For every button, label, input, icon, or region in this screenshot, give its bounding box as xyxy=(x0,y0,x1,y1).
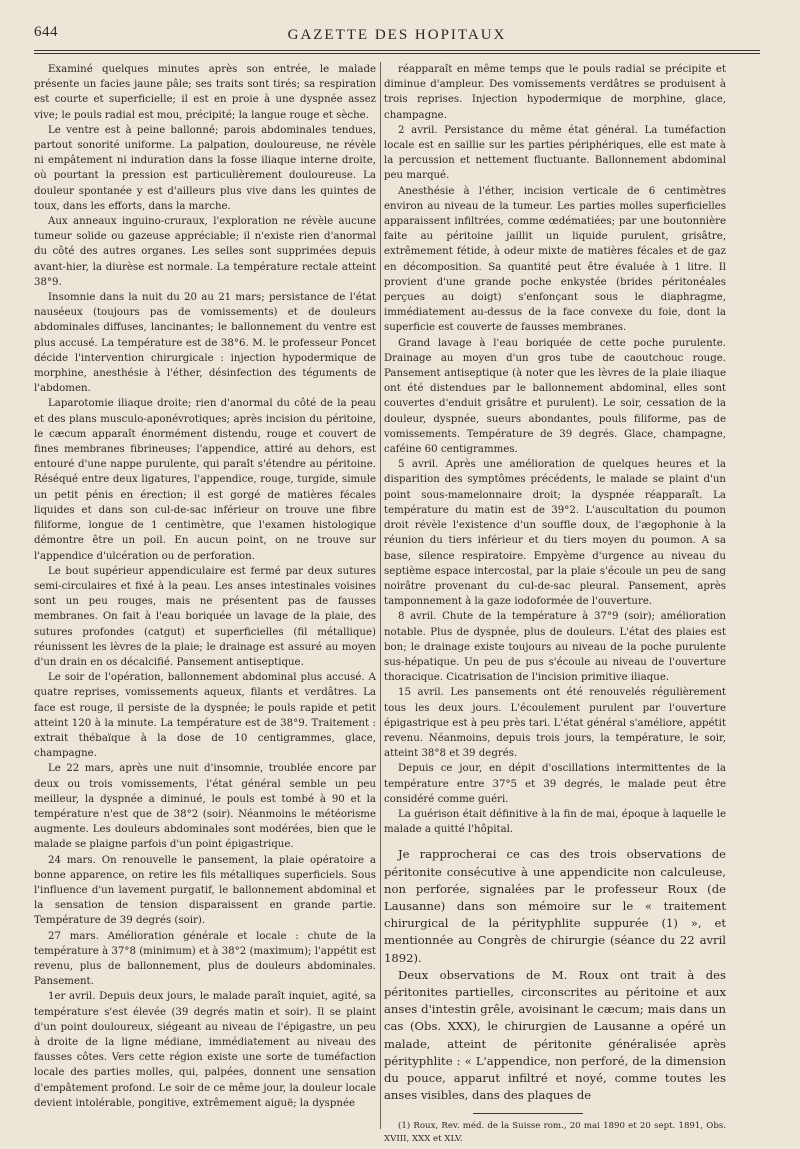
paragraph: Laparotomie iliaque droite; rien d'anormal du côté de la peau et des plans musculo-aponévrotiques; après incision du péritoine, le cæcum apparaît énormément distendu, rouge et couvert de fines membranes fibrineuses; l'appendice, attiré au dehors, est entouré d'une nappe purulente, qui paraît s'étendre au péritoine. Réséqué entre deux ligatures, l'appendice, rouge, turgide, simule un petit pénis en érection; il est gorgé de matières fécales liquides et dans son cul-de-sac inférieur on trouve une fibre filiforme, longue de 1 centimètre, que l'examen histologique démontre être un poil. En aucun point, on ne trouve sur l'appendice d'ulcération ou de perforation. xyxy=(34,398,376,562)
paragraph: 15 avril. Les pansements ont été renouvelés régulièrement tous les deux jours. L'écoulement purulent par l'ouverture épigastrique est à peu près tari. L'état général s'améliore, appétit revenu. Néanmoins, depuis trois jours, la température, le soir, atteint 38°8 et 39 degrés. xyxy=(384,687,726,760)
paragraph: Depuis ce jour, en dépit d'oscillations intermittentes de la température entre 37°5 et 39 degrés, le malade peut être considéré comme guéri. xyxy=(384,763,726,805)
paragraph: Insomnie dans la nuit du 20 au 21 mars; persistance de l'état nauséeux (toujours pas de vomissements) et de douleurs abdominales diffuses, lancinantes; le ballonnement du ventre est plus accusé. La température est de 38°6. M. le professeur Poncet décide l'intervention chirurgicale : injection hypodermique de morphine, anesthésie à l'éther, désinfection des téguments de l'abdomen. xyxy=(34,292,376,395)
paragraph: La guérison était définitive à la fin de mai, époque à laquelle le malade a quitté l'hôpital. xyxy=(384,808,726,836)
paragraph: Anesthésie à l'éther, incision verticale de 6 centimètres environ au niveau de la tumeur. Les parties molles superficielles apparaissent infiltrées, comme œdématiées; par une boutonnière faite au péritoine jaillit un liquide purulent, grisâtre, extrêmement fétide, à odeur mixte de matières fécales et de gaz en décomposition. Sa quantité peut être évaluée à 1 litre. Il provient d'une grande poche enkystée (brides péritonéales perçues au doigt) s'enfonçant sous le diaphragme, immédiatement au-dessus de la face convexe du foie, dont la superficie est couverte de fausses membranes. xyxy=(384,185,726,334)
paragraph: Le 22 mars, après une nuit d'insomnie, troublée encore par deux ou trois vomissements, l'état général semble un peu meilleur, la dyspnée a diminué, le pouls est tombé à 90 et la température n'est que de 38°2 (soir). Néanmoins le météorisme augmente. Les douleurs abdominales sont modérées, bien que le malade se plaigne parfois d'un point épigastrique. xyxy=(34,763,376,851)
paragraph: 5 avril. Après une amélioration de quelques heures et la disparition des symptômes précédents, le malade se plaint d'un point sous-mamelonnaire droit; la dyspnée réapparaît. La température du matin est de 39°2. L'auscultation du poumon droit révèle l'existence d'un souffle doux, de l'ægophonie à la réunion du tiers inférieur et du tiers moyen du poumon. A sa base, silence respiratoire. Empyème d'urgence au niveau du septième espace intercostal, par la plaie s'écoule un peu de sang noirâtre provenant du cul-de-sac pleural. Pansement, après tamponnement à la gaze iodoformée de l'ouverture. xyxy=(384,459,726,608)
paragraph: Examiné quelques minutes après son entrée, le malade présente un facies jaune pâle; ses traits sont tirés; sa respiration est courte et superficielle; il est en proie à une dyspnée assez vive; le pouls radial est mou, précipité; la langue rouge et sèche. xyxy=(34,64,376,121)
paragraph-commentary: Deux observations de M. Roux ont trait à des péritonites partielles, circonscrites au péritoine et aux anses d'intestin grêle, avoisinant le cæcum; mais dans un cas (Obs. XXX), le chirurgien de Lausanne a opéré un malade, atteint de péritonite généralisée après pérityphlite : « L'appendice, non perforé, de la dimension du pouce, apparut infiltré et noyé, comme toutes les anses visibles, dans des plaques de xyxy=(384,967,726,1103)
left-column xyxy=(34,62,376,1111)
paragraph: Le bout supérieur appendiculaire est fermé par deux sutures semi-circulaires et fixé à la peau. Les anses intestinales voisines sont un peu rouges, mais ne présentent pas de fausses membranes. On fait à l'eau boriquée un lavage de la plaie, des sutures profondes (catgut) et superficielles (fil métallique) réunissent les lèvres de la plaie; le drainage est assuré au moyen d'un drain en os décalcifié. Pansement antiseptique. xyxy=(34,565,376,668)
paragraph: Le soir de l'opération, ballonnement abdominal plus accusé. A quatre reprises, vomissements aqueux, filants et verdâtres. La face est rouge, il persiste de la dyspnée; le pouls rapide et petit atteint 120 à la minute. La température est de 38°9. Traitement : extrait thébaïque à la dose de 10 centigrammes, glace, champagne. xyxy=(34,672,376,760)
paragraph-commentary: Je rapprocherai ce cas des trois observations de péritonite consécutive à une appendicite non calculeuse, non perforée, signalées par le professeur Roux (de Lausanne) dans son mémoire sur le « traitement chirurgical de la pérityphlite suppurée (1) », et mentionnée au Congrès de chirurgie (séance du 22 avril 1892). xyxy=(384,847,726,965)
paragraph: 8 avril. Chute de la température à 37°9 (soir); amélioration notable. Plus de dyspnée, plus de douleurs. L'état des plaies est bon; le drainage existe toujours au niveau de la poche purulente sus-hépatique. Un peu de pus s'écoule au niveau de l'ouverture thoracique. Cicatrisation de l'incision primitive iliaque. xyxy=(384,611,726,684)
page-header xyxy=(34,24,760,50)
paragraph: 2 avril. Persistance du même état général. La tuméfaction locale est en saillie sur les parties périphériques, elle est mate à la percussion et nettement fluctuante. Ballonnement abdominal peu marqué. xyxy=(384,124,726,182)
text-columns xyxy=(34,62,760,1145)
paragraph: 27 mars. Amélioration générale et locale : chute de la température à 37°8 (minimum) et à 38°2 (maximum); l'appétit est revenu, plus de ballonnement, plus de douleurs abdominales. Pansement. xyxy=(34,930,376,988)
paragraph: Le ventre est à peine ballonné; parois abdominales tendues, partout sonorité uniforme. La palpation, douloureuse, ne révèle ni empâtement ni induration dans la fosse iliaque interne droite, où pourtant la pression est particulièrement douloureuse. La douleur spontanée y est d'ailleurs plus vive dans les quintes de toux, dans les efforts, dans la marche. xyxy=(34,124,376,212)
header-rule xyxy=(34,53,760,54)
paragraph: Aux anneaux inguino-cruraux, l'exploration ne révèle aucune tumeur solide ou gazeuse appréciable; il n'existe rien d'anormal du côté des autres organes. Les selles sont supprimées depuis avant-hier, la diurèse est normale. La température rectale atteint 38°9. xyxy=(34,216,376,288)
footnote: (1) Roux, Rev. méd. de la Suisse rom., 20 mai 1890 et 20 sept. 1891, Obs. XVIII, XXX et XLV. xyxy=(384,1121,726,1145)
right-column xyxy=(384,62,726,1146)
page-number: 644 xyxy=(34,24,58,40)
paragraph: 1er avril. Depuis deux jours, le malade paraît inquiet, agité, sa température s'est élevée (39 degrés matin et soir). Il se plaint d'un point douloureux, siégeant au niveau de l'épigastre, un peu à droite de la ligne médiane, immédiatement au niveau des fausses côtes. Vers cette région existe une sorte de tuméfaction locale des parties molles, qui, palpées, donnent une sensation d'empâtement profond. Le soir de ce même jour, la douleur locale devient intolérable, pongitive, extrêmement aiguë; la dyspnée xyxy=(34,991,376,1109)
column-divider xyxy=(380,62,381,1129)
paragraph: réapparaît en même temps que le pouls radial se précipite et diminue d'ampleur. Des vomissements verdâtres se produisent à trois reprises. Injection hypodermique de morphine, glace, champagne. xyxy=(384,64,726,121)
header-rule xyxy=(34,50,760,51)
paragraph: 24 mars. On renouvelle le pansement, la plaie opératoire a bonne apparence, on retire les fils métalliques superficiels. Sous l'influence d'un lavement purgatif, le ballonnement abdominal et la sensation de tension disparaissent en grande partie. Température de 39 degrés (soir). xyxy=(34,854,376,927)
footnote-rule xyxy=(473,1113,583,1114)
journal-title: GAZETTE DES HOPITAUX xyxy=(287,27,507,43)
paragraph: Grand lavage à l'eau boriquée de cette poche purulente. Drainage au moyen d'un gros tube de caoutchouc rouge. Pansement antiseptique (à noter que les lèvres de la plaie iliaque ont été distendues par le ballonnement abdominal, elles sont couvertes d'enduit grisâtre et purulent). Le soir, cessation de la douleur, dyspnée, sueurs abondantes, pouls filiforme, pas de vomissements. Température de 39 degrés. Glace, champagne, caféine 60 centigrammes. xyxy=(384,337,726,456)
